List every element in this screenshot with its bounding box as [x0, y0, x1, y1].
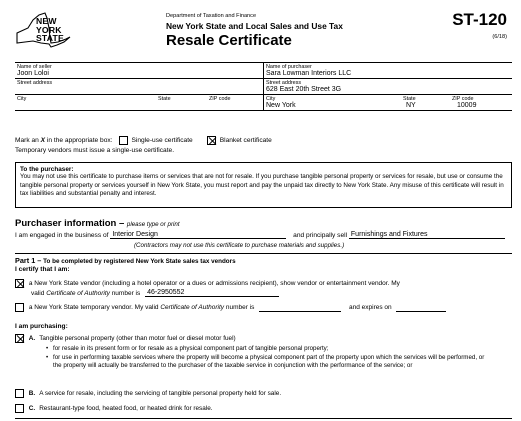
purchaser-street-value: 628 East 20th Street 3G — [266, 86, 342, 93]
form-revision-date: (6/18) — [492, 34, 507, 40]
to-purchaser-notice — [15, 162, 512, 208]
purchaser-zip-value: 10009 — [457, 102, 477, 109]
seller-name-value: Joon Loloi — [17, 70, 49, 77]
part1-heading: Part 1 – To be completed by registered New York State sales tax vendors — [15, 256, 236, 265]
seller-name-field[interactable]: Name of seller Joon Loloi — [15, 63, 263, 78]
contractor-restriction: (Contractors may not use this certificate to purchase materials and supplies.) — [134, 242, 345, 249]
certificate-type-prompt: Mark an X in the appropriate box: — [15, 137, 113, 144]
part1-rule — [15, 253, 512, 254]
authority-number-field[interactable]: 46-2950552 — [145, 289, 279, 297]
business-field[interactable]: Interior Design — [110, 231, 286, 239]
single-use-checkbox[interactable] — [119, 136, 128, 145]
option-b: B. A service for resale, including the servicing of tangible personal property held for sale. — [15, 389, 281, 398]
temporary-vendor-option: a New York State temporary vendor. My valid Certificate of Authority number is and expires on — [15, 303, 446, 312]
blanket-label: Blanket certificate — [219, 137, 272, 144]
form-subtitle: New York State and Local Sales and Use Tax — [166, 21, 343, 31]
certify-label: I certify that I am: — [15, 266, 70, 273]
seller-purchaser-grid — [15, 62, 512, 111]
single-use-label: Single-use certificate — [131, 137, 193, 144]
option-a: A. Tangible personal property (other than motor fuel or diesel motor fuel) — [15, 334, 236, 343]
form-title: Resale Certificate — [166, 32, 292, 49]
bottom-rule — [15, 418, 512, 419]
department-name: Department of Taxation and Finance — [166, 13, 257, 19]
option-a-checkbox[interactable] — [15, 334, 24, 343]
option-a-bullet-1: • for resale in its present form or for resale as a physical component part of tangible personal property; — [53, 345, 489, 353]
blanket-checkbox[interactable] — [207, 136, 216, 145]
purchaser-name-field[interactable]: Name of purchaser Sara Lowman Interiors LLC — [263, 63, 512, 78]
seller-city-state-zip[interactable]: City State ZIP code — [17, 96, 231, 102]
sell-field[interactable]: Furnishings and Fixtures — [349, 231, 505, 239]
registered-vendor-option: a New York State vendor (including a hotel operator or a dues or admissions recipient), show vendor or entertainment vendor. My — [15, 279, 400, 288]
form-number: ST-120 — [452, 10, 507, 29]
option-b-checkbox[interactable] — [15, 389, 24, 398]
business-line: I am engaged in the business of Interior Design and principally sell Furnishings and Fixtures — [15, 231, 505, 239]
option-a-bullet-2: • for use in performing taxable services where the property will become a physical component part of the property upon which the services will be performed, or the property will actually be transferred to the purchaser of the taxable service in conjunction with the performance of the service; or — [53, 354, 489, 371]
temp-authority-field[interactable] — [259, 305, 341, 312]
certificate-type-row — [15, 136, 272, 145]
notice-text: You may not use this certificate to purchase items or services that are not for resale. If you purchase tangible personal property or services for resale, but use or consume the tangible personal property or services yourself in New York State, you must report and pay the unpaid tax directly to New York State. Any misuse of this certificate will result in tax liabilities and substantial penalty and interest. — [20, 173, 504, 198]
option-c-checkbox[interactable] — [15, 404, 24, 413]
temporary-vendor-checkbox[interactable] — [15, 303, 24, 312]
purchasing-label: I am purchasing: — [15, 323, 68, 330]
purchaser-info-heading: Purchaser information – please type or print — [15, 218, 180, 229]
temporary-vendor-note: Temporary vendors must issue a single-use certificate. — [15, 147, 175, 154]
purchaser-name-value: Sara Lowman Interiors LLC — [266, 70, 352, 77]
seller-street-field[interactable]: Street address — [17, 80, 53, 86]
option-c: C. Restaurant-type food, heated food, or heated drink for resale. — [15, 404, 213, 413]
purchaser-state-value: NY — [406, 102, 416, 109]
notice-title: To the purchaser: — [20, 166, 74, 173]
purchaser-street-field[interactable]: Street address 628 East 20th Street 3G — [263, 79, 512, 94]
authority-number-line: valid Certificate of Authority number is 46-2950552 — [31, 289, 279, 297]
registered-vendor-checkbox[interactable] — [15, 279, 24, 288]
purchaser-city-value: New York — [266, 102, 296, 109]
nys-logo — [14, 11, 74, 51]
temp-expiry-field[interactable] — [396, 305, 446, 312]
logo-wordmark: NEW YORK STATE — [36, 16, 64, 43]
purchaser-city-state-zip[interactable]: City New York State NY ZIP code 10009 — [263, 95, 512, 110]
